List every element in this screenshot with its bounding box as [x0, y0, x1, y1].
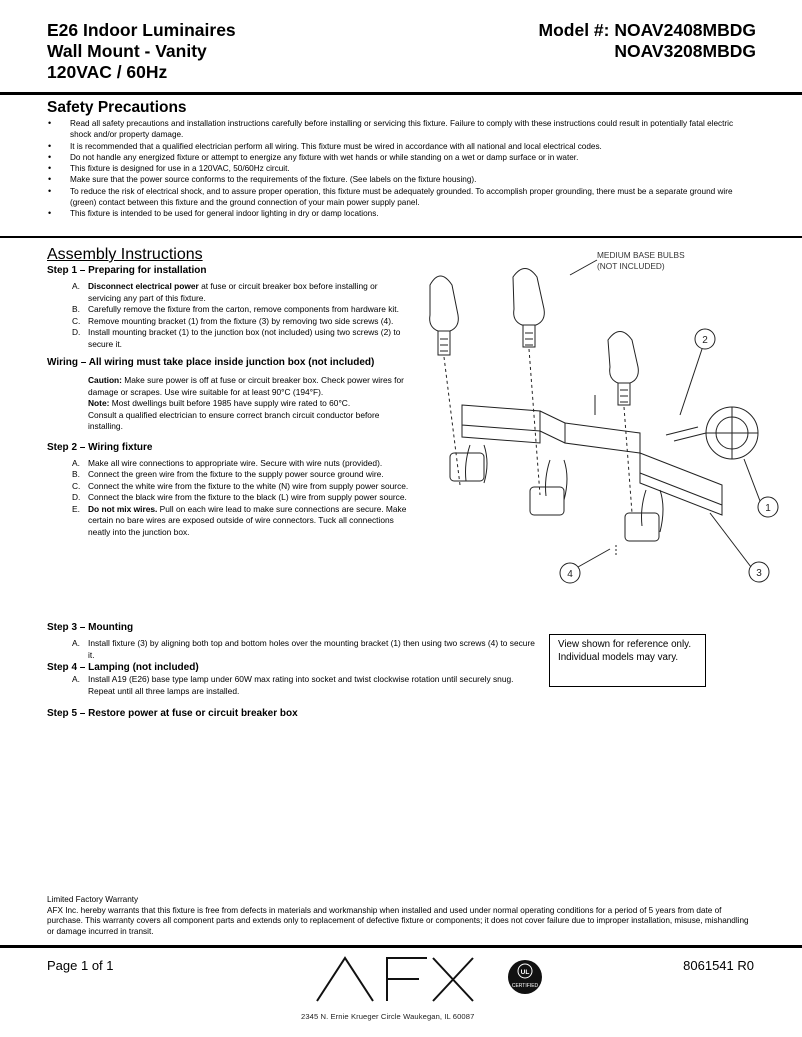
bulb-3-icon — [608, 332, 638, 406]
safety-rule — [0, 236, 802, 238]
safety-item: • This fixture is intended to be used for general indoor lighting in dry or damp locations. — [47, 208, 747, 219]
backplate-1 — [462, 405, 540, 431]
safety-title: Safety Precautions — [47, 99, 187, 116]
warranty-text: AFX Inc. hereby warrants that this fixture is free from defects in materials and workmanship when installed and used under normal operating conditions for a period of 5 years from date of purchase. This warranty covers all component parts and extends only to replacement of defective fixture or components; it does not cover failure due to improper installation, misuse, mishandling or damage incurred in transit. — [47, 905, 749, 936]
safety-item: • To reduce the risk of electrical shock, and to assure proper operation, this fixture must be adequately grounded. To accomplish proper grounding, there must be a separate ground wire (green) contact between this fixture and the ground connection of your main power supply panel. — [47, 186, 747, 209]
step3-list — [47, 638, 537, 661]
reference-note-box: View shown for reference only. Individual models may vary. — [549, 634, 706, 687]
wiring-title: Wiring – All wiring must take place inside junction box (not included) — [47, 357, 375, 368]
step1-item-d: D. Install mounting bracket (1) to the junction box (not included) using two screws (2) to secure it. — [72, 327, 401, 349]
callout-4: 4 — [567, 569, 573, 580]
document-title — [47, 20, 236, 83]
caution-note: Caution: Make sure power is off at fuse or circuit breaker box. Check power wires for damage or scrapes. Use wire suitable for at least 90°C (194°F). — [88, 375, 404, 397]
step2-item-b: B. Connect the green wire from the fixture to the supply power source ground wire. — [72, 469, 384, 479]
safety-item: • This fixture is designed for use in a 120VAC, 50/60Hz circuit. — [47, 163, 747, 174]
callout-2: 2 — [702, 335, 708, 346]
step4-title: Step 4 – Lamping (not included) — [47, 662, 199, 673]
callout-3: 3 — [756, 568, 762, 579]
title-line-3: 120VAC / 60Hz — [47, 62, 168, 82]
bulb-2-icon — [513, 269, 544, 348]
step1-item-a: A. Disconnect electrical power at fuse or circuit breaker box before installing or servicing any part of this fixture. — [72, 281, 378, 303]
afx-logo — [315, 955, 555, 1005]
ul-certified-text: CERTIFIED — [511, 983, 539, 989]
assembly-column-lower — [47, 621, 537, 720]
document-number: 8061541 R0 — [683, 958, 754, 973]
bulb-label-line-1: MEDIUM BASE BULBS — [597, 250, 685, 260]
callout-1: 1 — [765, 503, 771, 514]
warranty-title: Limited Factory Warranty — [47, 895, 139, 904]
dwelling-note: Note: Most dwellings built before 1985 have supply wire rated to 60°C. — [88, 398, 351, 408]
step2-list — [47, 458, 412, 539]
fixture-diagram — [410, 255, 790, 595]
logo-letter-a — [317, 958, 373, 1001]
socket-2 — [530, 487, 564, 515]
step2-item-e: E. Do not mix wires. Pull on each wire lead to make sure connections are secure. Make certain no bare wires are exposed outside of wire connectors. Tuck all connections neatly into the junction box. — [72, 503, 407, 537]
title-line-2: Wall Mount - Vanity — [47, 41, 207, 61]
page-number: Page 1 of 1 — [47, 958, 114, 973]
backplate-3 — [640, 453, 722, 505]
safety-item: • Read all safety precautions and installation instructions carefully before installing or servicing this fixture. Failure to comply with these instructions could result in potentially fatal electric shock and/or property damage. — [47, 118, 747, 141]
model-number — [539, 20, 757, 62]
ul-mark-text: UL — [520, 969, 530, 976]
step5-title: Step 5 – Restore power at fuse or circuit breaker box — [47, 708, 298, 719]
assembly-column-upper — [47, 264, 412, 538]
bracket-screws — [666, 427, 706, 441]
company-address: 2345 N. Ernie Krueger Circle Waukegan, IL 60087 — [301, 1012, 475, 1021]
logo-letter-f — [387, 958, 427, 1001]
safety-item: • Do not handle any energized fixture or attempt to energize any fixture with wet hands or while standing on a wet or damp surface or in water. — [47, 152, 747, 163]
warranty — [47, 895, 757, 937]
step1-item-b: B. Carefully remove the fixture from the carton, remove components from hardware kit. — [72, 304, 399, 314]
step2-title: Step 2 – Wiring fixture — [47, 441, 153, 453]
footer-rule — [0, 945, 802, 948]
safety-item: • It is recommended that a qualified electrician perform all wiring. This fixture must be wired in accordance with all national and local electrical codes. — [47, 141, 747, 152]
step3-title: Step 3 – Mounting — [47, 622, 134, 633]
step2-item-c: C. Connect the white wire from the fixture to the white (N) wire from supply power source. — [72, 480, 409, 491]
bulb-leader-line — [570, 260, 597, 275]
step4-list — [47, 674, 537, 697]
backplate-2 — [565, 423, 640, 453]
step1-title: Step 1 – Preparing for installation — [47, 265, 207, 276]
title-line-1: E26 Indoor Luminaires — [47, 20, 236, 40]
wiring-notes — [47, 375, 412, 433]
bulb-1-icon — [430, 276, 459, 355]
safety-item: • Make sure that the power source conforms to the requirements of the fixture. (See labels on the fixture housing). — [47, 174, 747, 185]
step1-list — [47, 281, 412, 350]
safety-list — [47, 118, 747, 220]
assembly-title: Assembly Instructions — [47, 246, 203, 263]
bulb-label-line-2: (NOT INCLUDED) — [597, 261, 665, 271]
consult-note: Consult a qualified electrician to ensure correct branch circuit conductor before installing. — [88, 409, 380, 431]
step2-item-d: D. Connect the black wire from the fixture to the black (L) wire from supply power source. — [72, 492, 407, 502]
logo-letter-x — [433, 958, 473, 1001]
step2-item-a: A. Make all wire connections to appropriate wire. Secure with wire nuts (provided). — [72, 457, 383, 468]
step1-item-c: C. Remove mounting bracket (1) from the fixture (3) by removing two side screws (4). — [72, 315, 394, 326]
header-rule — [0, 92, 802, 95]
model-line-1: Model #: NOAV2408MBDG — [538, 20, 756, 40]
model-line-2: NOAV3208MBDG — [614, 41, 756, 61]
step4-item-a: A. Install A19 (E26) base type lamp under 60W max rating into socket and twist clockwise rotation until securely snug. Repeat until all three lamps are installed. — [72, 674, 514, 696]
step3-item-a: A. Install fixture (3) by aligning both top and bottom holes over the mounting bracket (1) then using two screws (4) to secure it. — [72, 638, 535, 660]
